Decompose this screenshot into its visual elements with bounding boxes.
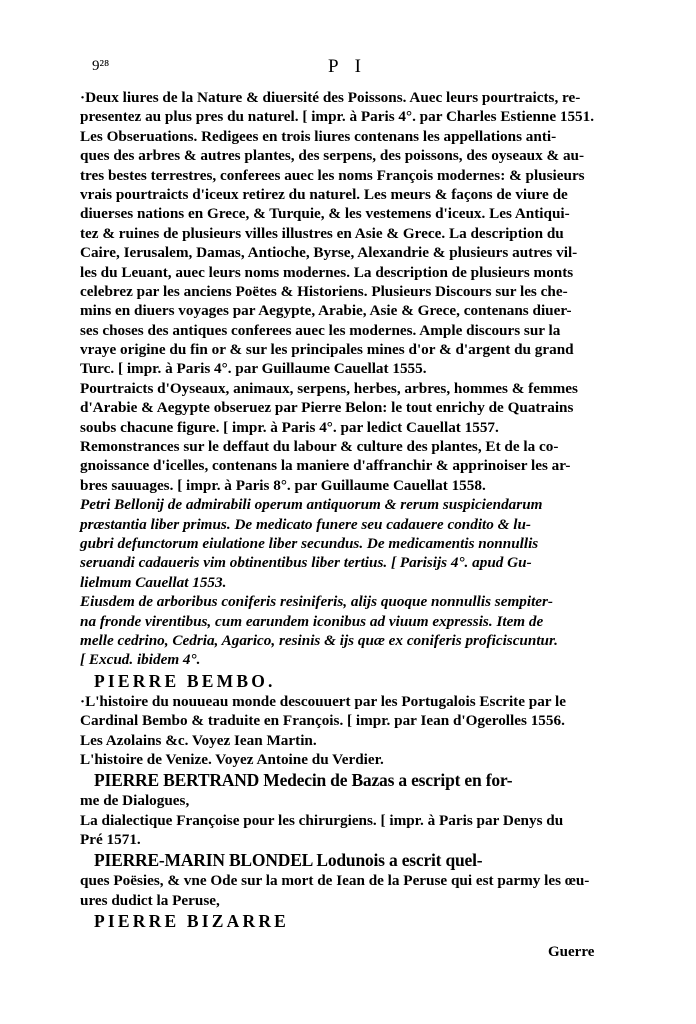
text-line: ses choses des antiques conferees auec les modernes. Ample discours sur la: [80, 321, 561, 339]
text-line: seruandi cadaueris vim obtinentibus liber tertius. [ Parisijs 4°. apud Gu-: [80, 554, 532, 572]
text-line: diuerses nations en Grece, & Turquie, & les vestemens d'iceux. Les Antiqui-: [80, 205, 570, 223]
text-line: Les Obseruations. Redigees en trois liures contenans les appellations anti-: [80, 127, 557, 145]
text-line: præstantia liber primus. De medicato funere seu cadauere condito & lu-: [80, 515, 531, 533]
text-line: les du Leuant, auec leurs noms modernes. La description de plusieurs monts: [80, 263, 574, 281]
text-line: [ Excud. ibidem 4°.: [80, 651, 201, 669]
text-line: ques Poësies, & vne Ode sur la mort de Iean de la Peruse qui est parmy les œu-: [80, 872, 590, 890]
author-heading: PIERRE BERTRAND Medecin de Bazas a escript en for-: [94, 770, 513, 791]
text-line: ·L'histoire du nouueau monde descouuert par les Portugalois Escrite par le: [80, 692, 567, 710]
text-line: lielmum Cauellat 1553.: [80, 573, 227, 591]
text-line: ures dudict la Peruse,: [80, 891, 220, 909]
text-line: Les Azolains &c. Voyez Iean Martin.: [80, 731, 317, 749]
text-line: melle cedrino, Cedria, Agarico, resinis & ijs quæ ex coniferis proficiscuntur.: [80, 631, 558, 649]
text-line: me de Dialogues,: [80, 792, 190, 810]
folio-number: 9²⁸: [92, 58, 110, 74]
text-line: vrais pourtraicts d'iceux retirez du naturel. Les meurs & façons de viure de: [80, 185, 568, 203]
text-line: mins en diuers voyages par Aegypte, Arabie, Asie & Grece, contenans diuer-: [80, 302, 572, 320]
author-heading: PIERRE-MARIN BLONDEL Lodunois a escrit quel-: [94, 850, 483, 871]
text-line: vraye origine du fin or & sur les principales mines d'or & d'argent du grand: [80, 341, 574, 359]
catchword: Guerre: [548, 944, 595, 960]
text-block: [80, 88, 600, 932]
running-head: P I: [328, 56, 367, 77]
text-line: gnoissance d'icelles, contenans la maniere d'affranchir & apprinoiser les ar-: [80, 457, 571, 475]
text-line: L'histoire de Venize. Voyez Antoine du Verdier.: [80, 750, 384, 768]
text-line: gubri defunctorum eiulatione liber secundus. De medicamentis nonnullis: [80, 534, 539, 552]
text-line: d'Arabie & Aegypte obseruez par Pierre Belon: le tout enrichy de Quatrains: [80, 399, 574, 417]
text-line: bres sauuages. [ impr. à Paris 8°. par Guillaume Cauellat 1558.: [80, 476, 486, 494]
text-line: ·Deux liures de la Nature & diuersité des Poissons. Auec leurs pourtraicts, re-: [80, 89, 581, 106]
text-line: celebrez par les anciens Poëtes & Historiens. Plusieurs Discours sur les che-: [80, 282, 568, 300]
text-line: Caire, Ierusalem, Damas, Antioche, Byrse, Alexandrie & plusieurs autres vil-: [80, 244, 578, 262]
text-line: Pré 1571.: [80, 831, 141, 849]
text-line: na fronde virentibus, cum earundem iconibus ad viuum expressis. Item de: [80, 612, 544, 630]
text-line: Cardinal Bembo & traduite en François. [ impr. par Iean d'Ogerolles 1556.: [80, 712, 565, 730]
text-line: Eiusdem de arboribus coniferis resiniferis, alijs quoque nonnullis sempiter-: [80, 593, 553, 611]
text-line: Petri Bellonij de admirabili operum antiquorum & rerum suspiciendarum: [80, 496, 543, 514]
text-line: ques des arbres & autres plantes, des serpens, des poissons, des oyseaux & au-: [80, 147, 585, 165]
author-heading: PIERRE BEMBO.: [94, 670, 276, 691]
author-heading: PIERRE BIZARRE: [94, 911, 290, 932]
text-line: tez & ruines de plusieurs villes illustres en Asie & Grece. La description du: [80, 224, 564, 242]
text-line: Pourtraicts d'Oyseaux, animaux, serpens, herbes, arbres, hommes & femmes: [80, 379, 578, 397]
text-line: Remonstrances sur le deffaut du labour & culture des plantes, Et de la co-: [80, 438, 559, 456]
text-line: La dialectique Françoise pour les chirurgiens. [ impr. à Paris par Denys du: [80, 811, 564, 829]
text-line: soubs chacune figure. [ impr. à Paris 4°. par ledict Cauellat 1557.: [80, 418, 499, 436]
text-line: presentez au plus pres du naturel. [ impr. à Paris 4°. par Charles Estienne 1551.: [80, 108, 595, 126]
text-line: tres bestes terrestres, conferees auec les noms François modernes: & plusieurs: [80, 166, 585, 184]
text-line: Turc. [ impr. à Paris 4°. par Guillaume Cauellat 1555.: [80, 360, 427, 378]
